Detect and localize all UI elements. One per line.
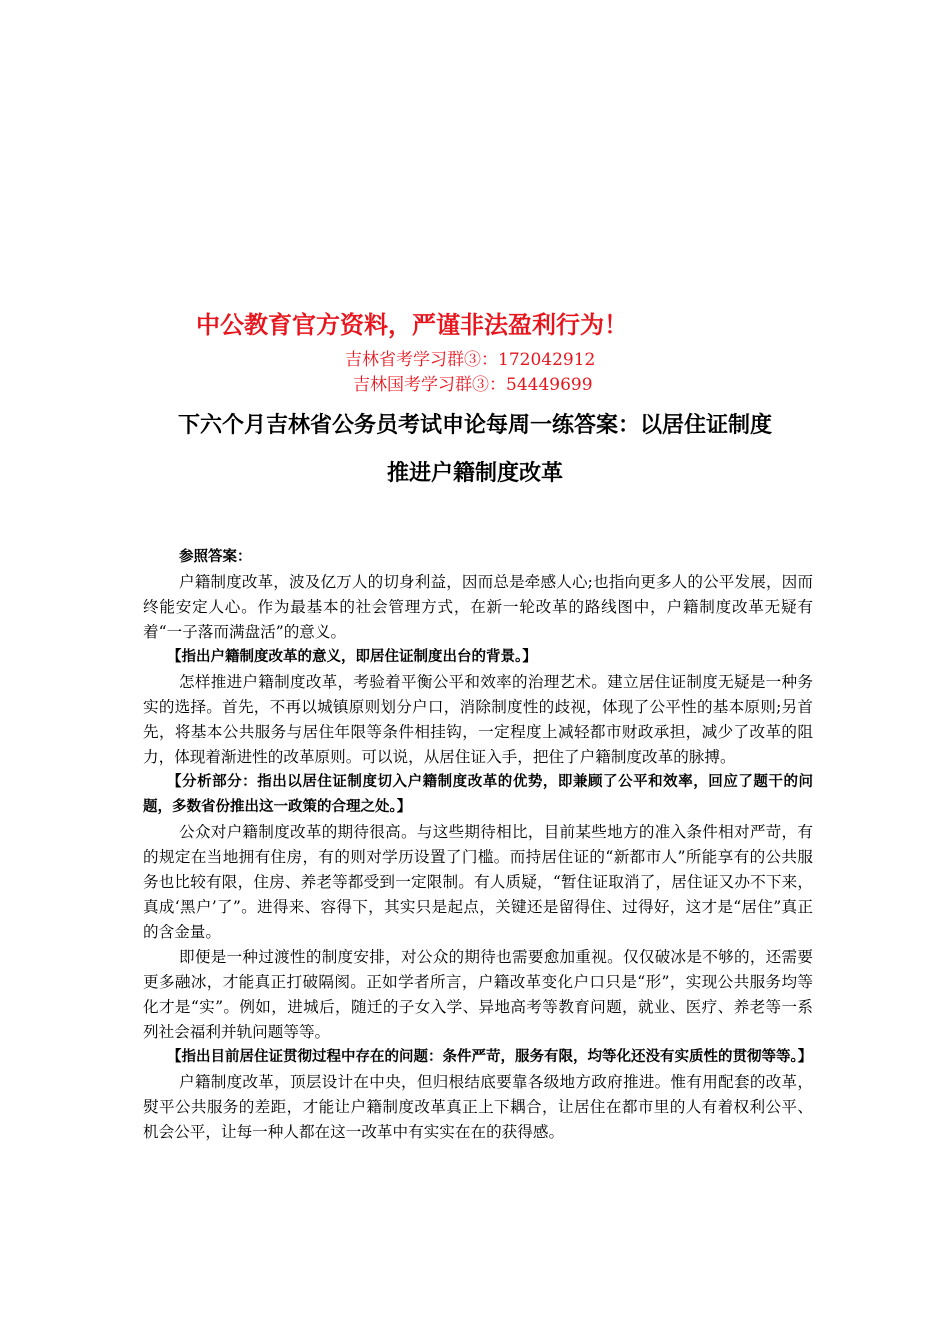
annotation-problems: 【指出目前居住证贯彻过程中存在的问题：条件严苛，服务有限，均等化还没有实质性的贯彻等等。】 [167,1049,813,1065]
paragraph-conclusion: 户籍制度改革，顶层设计在中央，但归根结底要靠各级地方政府推进。惟有用配套的改革，熨平公共服务的差距，才能让户籍制度改革真正上下耦合，让居住在都市里的人有着权利公平、机会公平，让每一种人都在这一改革中有实实在在的获得感。 [143,1073,813,1141]
paragraph-expectations: 公众对户籍制度改革的期待很高。与这些期待相比，目前某些地方的准入条件相对严苛，有的规定在当地拥有住房，有的则对学历设置了门槛。而持居住证的“新都市人”所能享有的公共服务也比较有限，住房、养老等都受到一定限制。有人质疑，“暂住证取消了，居住证又办不下来，真成‘黑户’了”。进得来、容得下，其实只是起点，关键还是留得住、过得好，这才是“居住”真正的含金量。 [143,823,813,941]
answer-label: 参照答案： [179,549,252,565]
document-title-line-1: 下六个月吉林省公务员考试申论每周一练答案：以居住证制度 [177,413,772,438]
study-group-line-2: 吉林国考学习群③：54449699 [353,375,593,395]
study-group-line-1: 吉林省考学习群③：172042912 [345,350,596,370]
document-title-line-2: 推进户籍制度改革 [386,461,563,486]
paragraph-significance: 户籍制度改革，波及亿万人的切身利益，因而总是牵感人心;也指向更多人的公平发展，因而终能安定人心。作为最基本的社会管理方式，在新一轮改革的路线图中，户籍制度改革无疑有着“一子落而满盘活”的意义。 [143,573,813,641]
paragraph-transition: 即便是一种过渡性的制度安排，对公众的期待也需要愈加重视。仅仅破冰是不够的，还需要更多融冰，才能真正打破隔阂。正如学者所言，户籍改革变化户口只是“形”，实现公共服务均等化才是“实”。例如，进城后，随迁的子女入学、异地高考等教育问题，就业、医疗、养老等一系列社会福利并轨问题等等。 [143,948,813,1041]
paragraph-approach: 怎样推进户籍制度改革，考验着平衡公平和效率的治理艺术。建立居住证制度无疑是一种务实的选择。首先，不再以城镇原则划分户口，消除制度性的歧视，体现了公平性的基本原则;另首先，将基本公共服务与居住年限等条件相挂钩，一定程度上减轻都市财政承担，减少了改革的阻力，体现着渐进性的改革原则。可以说，从居住证入手，把住了户籍制度改革的脉搏。 [143,673,813,766]
annotation-background: 【指出户籍制度改革的意义，即居住证制度出台的背景。】 [167,649,537,665]
answer-body [143,545,813,1145]
annotation-analysis: 【分析部分：指出以居住证制度切入户籍制度改革的优势，即兼顾了公平和效率，回应了题干的问题，多数省份推出这一政策的合理之处。】 [143,774,813,815]
copyright-notice: 中公教育官方资料，严谨非法盈利行为！ [196,311,628,339]
